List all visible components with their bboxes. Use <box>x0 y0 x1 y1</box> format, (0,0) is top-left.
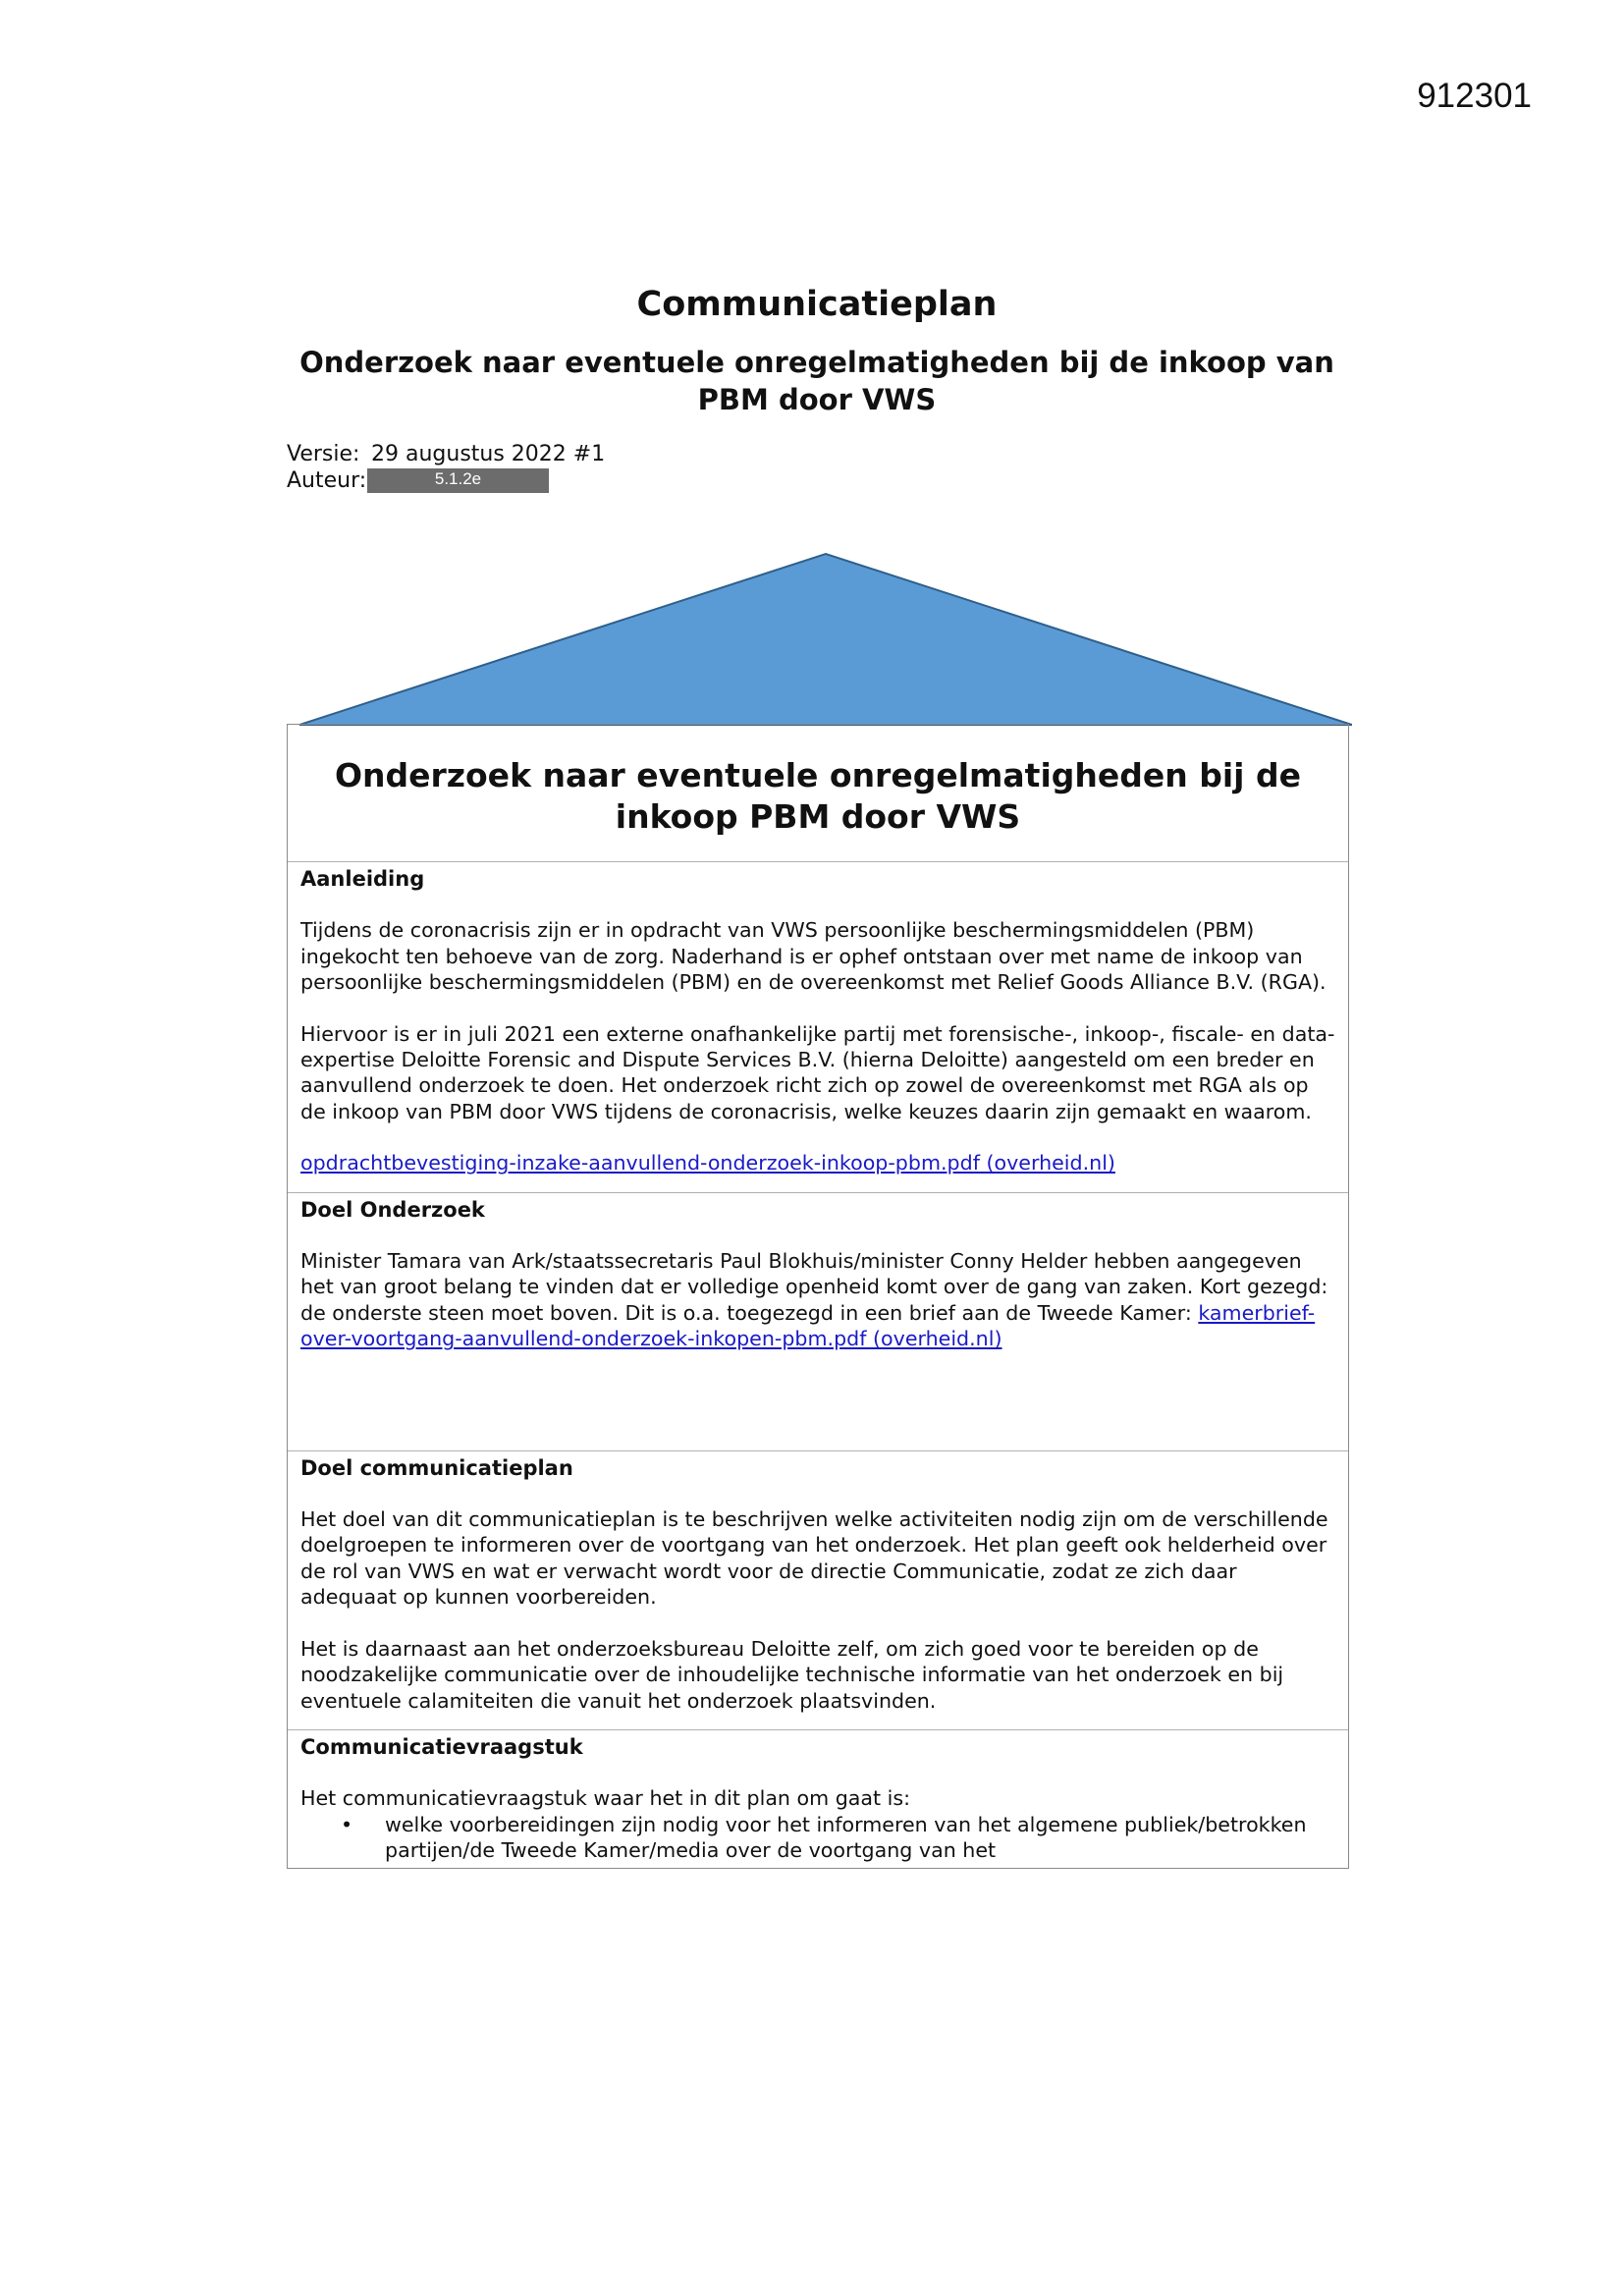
section-heading: Doel Onderzoek <box>300 1197 485 1222</box>
section-heading: Doel communicatieplan <box>300 1455 573 1480</box>
version-label: Versie: <box>287 442 360 466</box>
section-intro: Het communicatievraagstuk waar het in dit plan om gaat is: <box>300 1786 911 1811</box>
section-heading: Communicatievraagstuk <box>300 1734 583 1759</box>
roof-shape <box>299 554 1352 725</box>
document-meta <box>287 441 605 494</box>
section-aanleiding <box>288 862 1348 1193</box>
author-row <box>287 467 605 494</box>
list-item: • welke voorbereidingen zijn nodig voor het informeren van het algemene publiek/betrokken partijen/de Tweede Kamer/media over de voortgang van het <box>300 1812 1336 1864</box>
author-redaction: 5.1.2e <box>367 468 549 493</box>
section-paragraph: Hiervoor is er in juli 2021 een externe onafhankelijke partij met forensische-, inkoop-, fiscale- en data-expertise Deloitte Forensic and Dispute Services B.V. (hierna Deloitte) aangesteld om een breder en aanvullend onderzoek te doen. Het onderzoek richt zich op zowel de overeenkomst met RGA als op de inkoop van PBM door VWS tijdens de coronacrisis, welke keuzes daarin zijn gemaakt en waarom. <box>300 1021 1335 1123</box>
house-box <box>287 724 1349 1869</box>
version-row <box>287 441 605 467</box>
section-paragraph: Tijdens de coronacrisis zijn er in opdracht van VWS persoonlijke beschermingsmiddelen (PBM) ingekocht ten behoeve van de zorg. Naderhand is er ophef ontstaan over met name de inkoop van persoonlijke beschermingsmiddelen (PBM) en de overeenkomst met Relief Goods Alliance B.V. (RGA). <box>300 918 1326 995</box>
house-title: Onderzoek naar eventuele onregelmatigheden bij de inkoop PBM door VWS <box>288 725 1348 862</box>
bullet-list <box>300 1812 1336 1864</box>
version-value: 29 augustus 2022 #1 <box>371 442 606 466</box>
opdrachtbevestiging-link[interactable]: opdrachtbevestiging-inzake-aanvullend-onderzoek-inkoop-pbm.pdf (overheid.nl) <box>300 1151 1115 1175</box>
author-label: Auteur: <box>287 468 367 493</box>
section-paragraph: Het doel van dit communicatieplan is te beschrijven welke activiteiten nodig zijn om de verschillende doelgroepen te informeren over de voortgang van het onderzoek. Het plan geeft ook helderheid over de rol van VWS en wat er verwacht wordt voor de directie Communicatie, zodat ze zich daar adequaat op kunnen voorbereiden. <box>300 1507 1328 1610</box>
section-doel-onderzoek <box>288 1193 1348 1451</box>
section-communicatievraagstuk <box>288 1730 1348 1868</box>
kamerbrief-link[interactable]: kamerbrief-over-voortgang-aanvullend-onderzoek-inkopen-pbm.pdf (overheid.nl) <box>300 1300 1316 1351</box>
section-heading: Aanleiding <box>300 867 425 891</box>
house-roof-triangle <box>299 552 1352 727</box>
section-doel-communicatieplan <box>288 1451 1348 1730</box>
page-subtitle: Onderzoek naar eventuele onregelmatigheden bij de inkoop van PBM door VWS <box>299 346 1334 416</box>
page-title: Communicatieplan <box>636 285 998 324</box>
document-number: 912301 <box>1417 77 1532 115</box>
section-paragraph: Het is daarnaast aan het onderzoeksbureau Deloitte zelf, om zich goed voor te bereiden op de noodzakelijke communicatie over de inhoudelijke technische informatie van het onderzoek en bij eventuele calamiteiten die vanuit het onderzoek plaatsvinden. <box>300 1636 1284 1713</box>
section-paragraph: Minister Tamara van Ark/staatssecretaris Paul Blokhuis/minister Conny Helder hebben aangegeven het van groot belang te vinden dat er volledige openheid komt over de gang van zaken. Kort gezegd: de onderste steen moet boven. Dit is o.a. toegezegd in een brief aan de Tweede Kamer: <box>300 1249 1328 1325</box>
